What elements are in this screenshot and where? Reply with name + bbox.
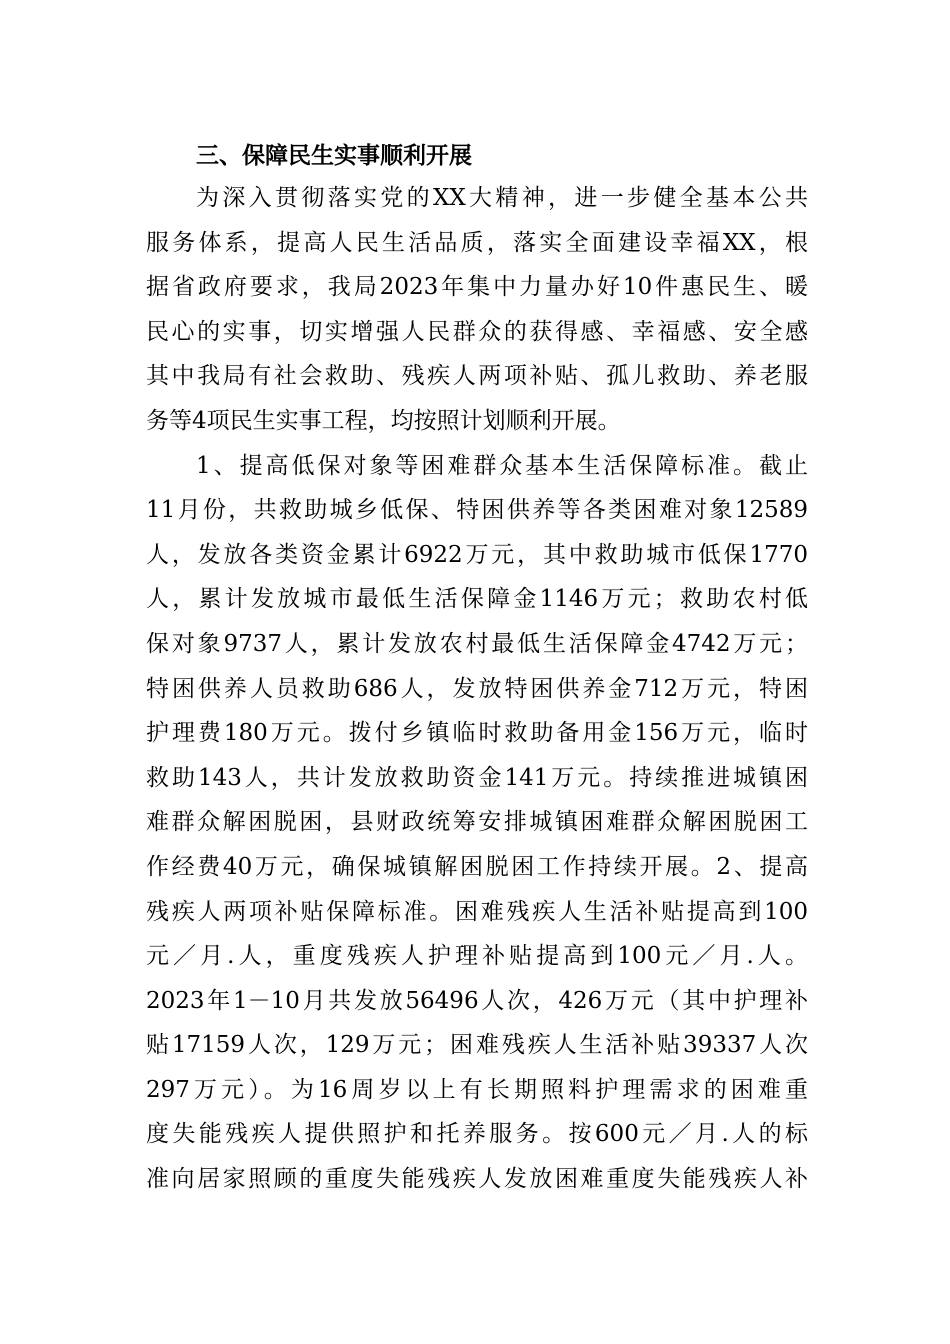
- text-line: 元／月.人，重度残疾人护理补贴提高到100元／月.人。: [146, 943, 808, 970]
- text-line: 度失能残疾人提供照护和托养服务。按600元／月.人的标: [146, 1121, 808, 1148]
- text-line: 为深入贯彻落实党的XX大精神，进一步健全基本公共: [196, 185, 808, 211]
- text-line: 人，累计发放城市最低生活保障金1146万元；救助农村低: [146, 586, 808, 613]
- text-line: 其中我局有社会救助、残疾人两项补贴、孤儿救助、养老服: [146, 363, 808, 390]
- text-line: 保对象9737人，累计发放农村最低生活保障金4742万元；: [146, 630, 808, 657]
- text-line: 11月份，共救助城乡低保、特困供养等各类困难对象12589: [146, 497, 808, 524]
- text-line: 作经费40万元，确保城镇解困脱困工作持续开展。2、提高: [146, 853, 808, 880]
- text-line: 难群众解困脱困，县财政统筹安排城镇困难群众解困脱困工: [146, 809, 808, 836]
- text-line: 人，发放各类资金累计6922万元，其中救助城市低保1770: [146, 541, 808, 568]
- text-line: 2023年1－10月共发放56496人次，426万元（其中护理补: [146, 987, 808, 1014]
- section-heading: 三、保障民生实事顺利开展: [196, 143, 472, 169]
- text-line: 护理费180万元。拨付乡镇临时救助备用金156万元，临时: [146, 720, 808, 747]
- text-line: 1、提高低保对象等困难群众基本生活保障标准。截止: [196, 452, 808, 479]
- body-text: [146, 176, 808, 1202]
- text-line: 特困供养人员救助686人，发放特困供养金712万元，特困: [146, 675, 808, 702]
- text-line: 贴17159人次，129万元；困难残疾人生活补贴39337人次: [146, 1032, 808, 1059]
- text-line: 民心的实事，切实增强人民群众的获得感、幸福感、安全感: [146, 318, 808, 345]
- text-line: 救助143人，共计发放救助资金141万元。持续推进城镇困: [146, 764, 808, 791]
- text-line: 准向居家照顾的重度失能残疾人发放困难重度失能残疾人补: [146, 1166, 808, 1193]
- text-line: 务等4项民生实事工程，均按照计划顺利开展。: [146, 407, 621, 434]
- text-line: 服务体系，提高人民生活品质，落实全面建设幸福XX，根: [146, 229, 808, 256]
- text-line: 残疾人两项补贴保障标准。困难残疾人生活补贴提高到100: [146, 898, 808, 925]
- text-line: 据省政府要求，我局2023年集中力量办好10件惠民生、暖: [146, 274, 808, 301]
- text-line: 297万元）。为16周岁以上有长期照料护理需求的困难重: [146, 1076, 808, 1103]
